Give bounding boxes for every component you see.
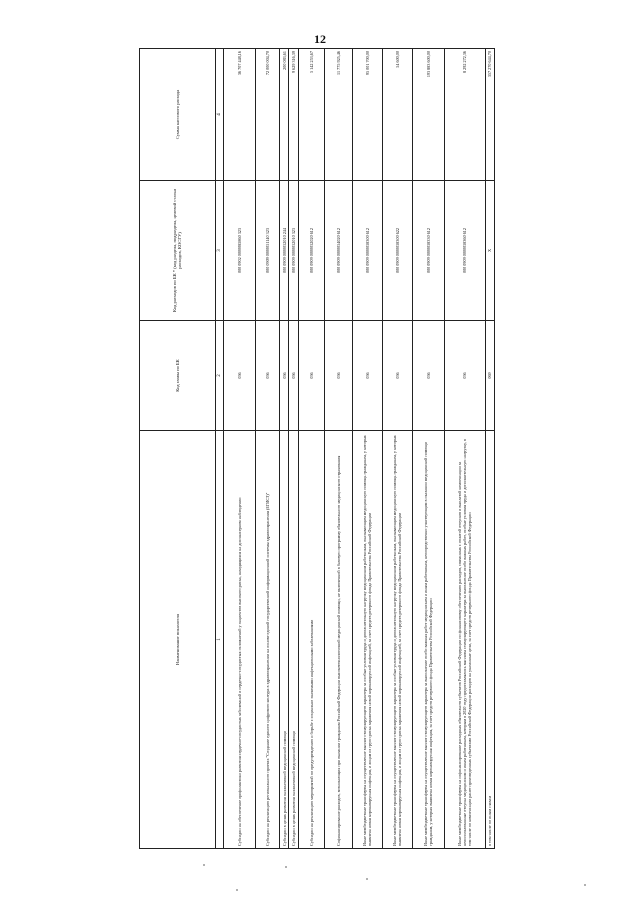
row-name: Субсидии на обеспечение профилактики развития сердечно-сосудистых заболеваний и сердечно-сосудистых осложнений у пациентов высокого риска, находящихся на диспансерном наблюдении [224,431,256,849]
row-bk: 000 0909 0000052010 244 [280,181,289,321]
row-amount: 11 775 925,46 [324,49,352,181]
scan-speck [236,889,238,891]
row-amount: 9 629 316,39 [289,49,298,181]
row-bk: 000 0909 0000052010 323 [289,181,298,321]
row-code: 056 [224,321,256,431]
expense-table [139,48,495,849]
row-bk: 000 0909 0000052020 612 [298,181,324,321]
row-code: 056 [298,321,324,431]
row-bk: 000 0909 0000054020 612 [324,181,352,321]
row-name: Субсидии в целях развития паллиативной медицинской помощи [289,431,298,849]
row-name: Субсидии на реализацию регионального проекта "Создание единого цифрового контура в здравоохранении на основе единой государственной информационной системы здравоохранения (ЕГИСЗ)" [256,431,280,849]
row-code: 056 [445,321,485,431]
header-name: Наименование показателя [140,431,216,849]
row-code: 056 [289,321,298,431]
scan-speck [584,884,586,886]
scan-speck [285,866,287,868]
rotated-table-container [139,49,495,849]
table-row [412,49,444,849]
row-amount: 5 142 253,67 [298,49,324,181]
table-row [280,49,289,849]
row-amount: 72 000 004,70 [256,49,280,181]
header-code: Код главы по БК [140,321,216,431]
scan-speck [203,864,205,866]
table-row [256,49,280,849]
row-amount: 95 001 700,00 [352,49,382,181]
row-amount: 54 600,00 [382,49,412,181]
table-row [445,49,485,849]
table-header-row [140,49,216,849]
row-name: Иные межбюджетные трансферты на осуществление выплат стимулирующего характера за особые условия труда и дополнительную нагрузку медицинским работникам, оказывающим медицинскую помощь гражданам, у которых выявлена новая коронавирусная инфекция, и лицам из групп риска заражения новой коронавирусной инфекцией, за счет средств резервного фонда Правительства Российской Федерации [352,431,382,849]
table-row [324,49,352,849]
row-name: Софинансирование расходов, возникающих при оказании гражданам Российской Федерации высокотехнологичной медицинской помощи, не включенной в базовую программу обязательного медицинского страхования [324,431,352,849]
row-code: 056 [256,321,280,431]
column-number: 2 [215,321,223,431]
row-code: 056 [412,321,444,431]
row-code: 069 [485,321,494,431]
row-code: 056 [352,321,382,431]
column-number: 4 [215,49,223,181]
table-row [382,49,412,849]
header-bk-code: Код расходов по БК * (код раздела, подраздела, целевой статьи расходов, КОСГУ) [140,181,216,321]
row-name: Субсидии на реализацию мероприятий по предупреждению и борьбе с социально значимыми инфекционными заболеваниями [298,431,324,849]
row-name: Иные межбюджетные трансферты на осуществление выплат стимулирующего характера за выполнение особо важных работ медицинским и иным работникам, непосредственно участвующим в оказании медицинской помощи гражданам, у которых выявлена новая коронавирусная инфекция, за счет средств резервного фонда Правительства Российской Федерации [412,431,444,849]
row-name: Субсидии в целях развития паллиативной медицинской помощи [280,431,289,849]
row-amount: 200 083,61 [280,49,289,181]
row-bk: X [485,181,494,321]
row-bk: 000 0909 0000058330 612 [412,181,444,321]
table-row [298,49,324,849]
row-code: 056 [280,321,289,431]
row-code: 056 [382,321,412,431]
row-amount: 36 707 448,16 [224,49,256,181]
table-row [289,49,298,849]
row-code: 056 [324,321,352,431]
row-name: в том числе по иным главам [485,431,494,849]
row-bk: 000 0909 0000058300 612 [352,181,382,321]
row-name: Иные межбюджетные трансферты на софинансирование расходных обязательств субъектов Российской Федерации по финансовому обеспечению расходов, связанных с оплатой отпусков и выплатой компенсации за неиспользованные отпуска медицинским и иным работникам, которым в 2020 году предоставлялись выплаты стимулирующего характера за выполнение особо важных работ, особые условия труда и дополнительную нагрузку, в том числе по компенсации ранее произведенных субъектами Российской Федерации расходов на указанные цели, за счет средств резервного фонда Правительства Российской Федерации [445,431,485,849]
row-bk: 000 0909 0000058360 612 [445,181,485,321]
column-number: 3 [215,181,223,321]
header-amount: Сумма кассового расхода [140,49,216,181]
table-row [224,49,256,849]
table-row [485,49,494,849]
table-row [352,49,382,849]
column-number: 1 [215,431,223,849]
row-name: Иные межбюджетные трансферты на осуществление выплат стимулирующего характера за особые условия труда и дополнительную нагрузку медицинским работникам, оказывающим медицинскую помощь гражданам, у которых выявлена новая коронавирусная инфекция, и лицам из групп риска заражения новой коронавирусной инфекцией, за счет средств резервного фонда Правительства Российской Федерации [382,431,412,849]
page-number: 12 [314,32,326,46]
column-number-row [215,49,223,849]
row-bk: 000 0909 0000058300 622 [382,181,412,321]
row-bk: 000 0902 0000085860 323 [224,181,256,321]
row-amount: 357 270 644,70 [485,49,494,181]
row-amount: 193 883 600,00 [412,49,444,181]
scan-speck [366,878,368,880]
row-amount: 8 292 272,36 [445,49,485,181]
row-bk: 000 0909 0000051140 323 [256,181,280,321]
